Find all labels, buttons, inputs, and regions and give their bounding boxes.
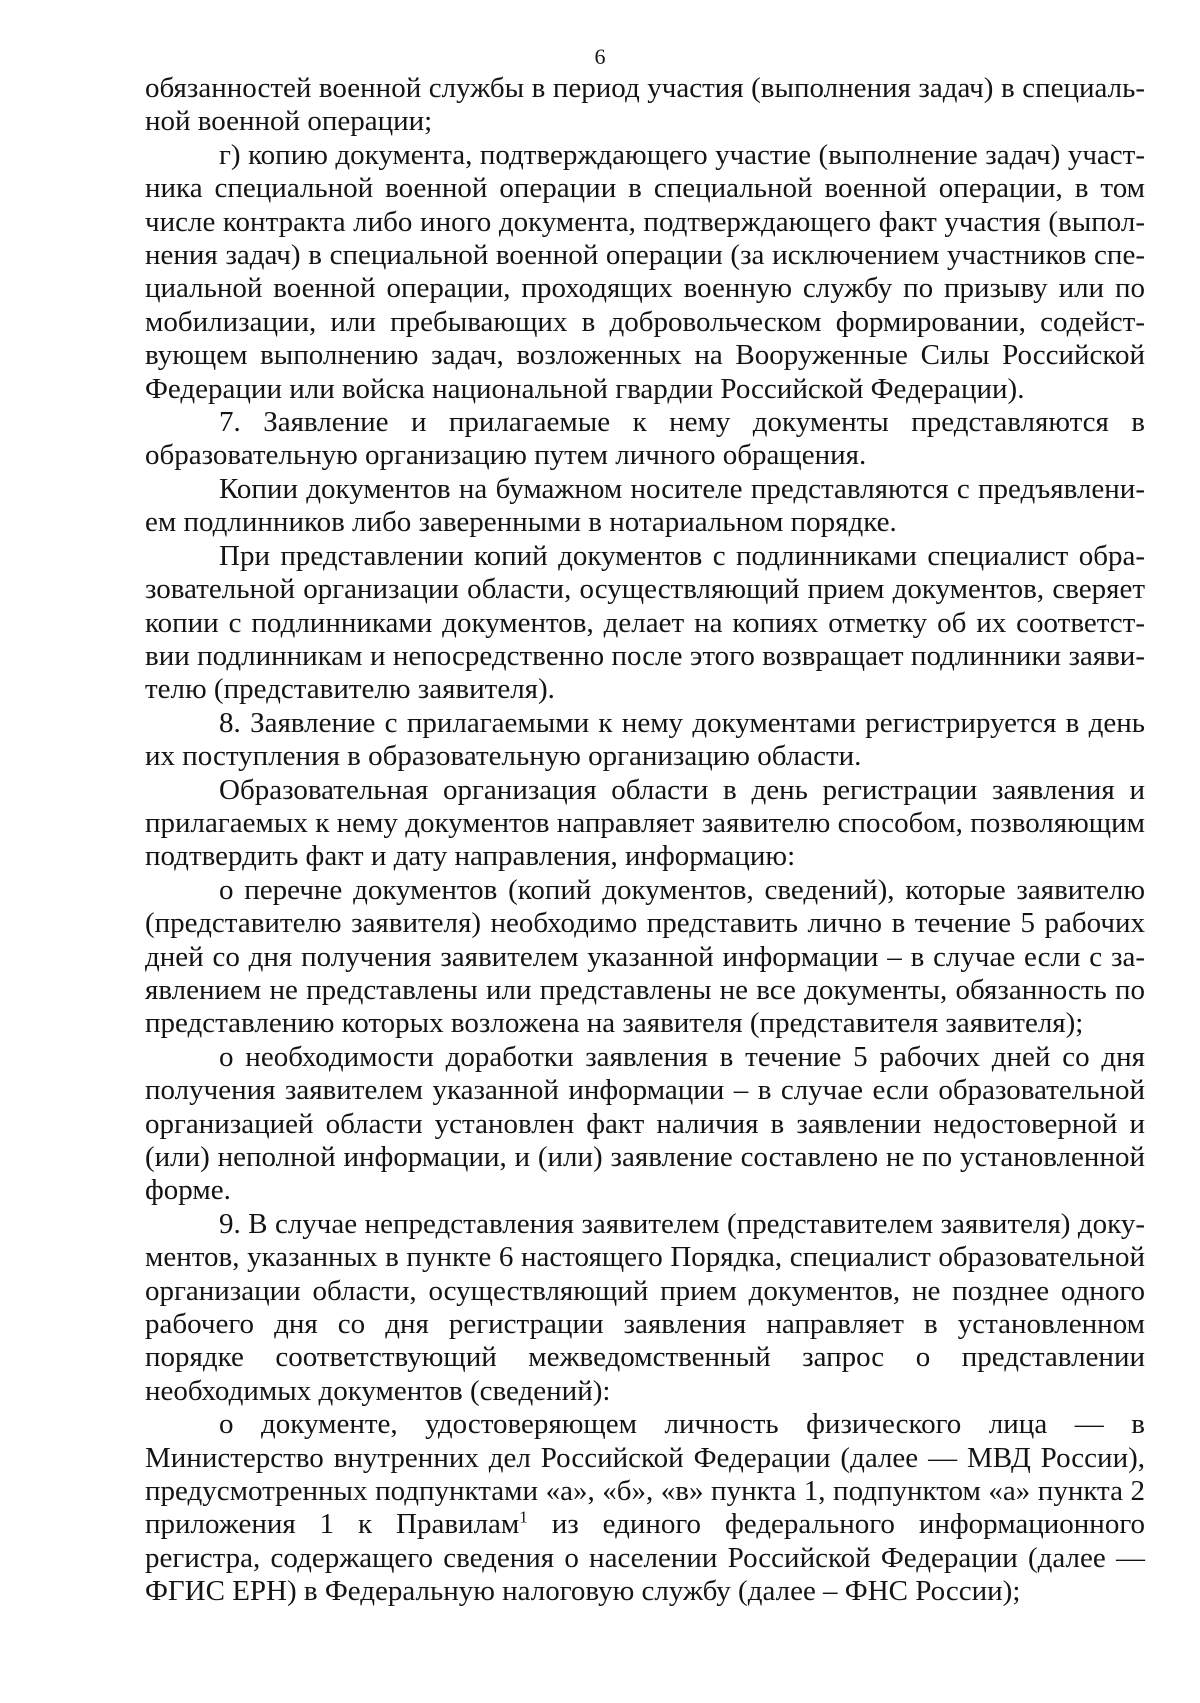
paragraph-revision: о необходимости доработки заявления в течение 5 рабочих дней со дня получения заявителем указанной информации – в случае если образовательной организацией области установлен факт наличия в заявлении недостоверной и (или) неполной информации, и (или) заявление составлено не по установленной форме. <box>145 1040 1145 1207</box>
paragraph-copies: Копии документов на бумажном носителе представляются с предъявлением подлинников либо заверенными в нотариальном порядке. <box>145 472 1145 539</box>
document-body <box>145 72 1145 1609</box>
page-number: 6 <box>594 44 606 69</box>
paragraph-clause-8: 8. Заявление с прилагаемыми к нему документами регистрируется в день их поступления в образовательную организацию области. <box>145 706 1145 773</box>
paragraph-document-list: о перечне документов (копий документов, сведений), которые заявителю (представителю заявителя) необходимо представить лично в течение 5 рабочих дней со дня получения заявителем указанной информации – в случае если с заявлением не представлены или представлены не все документы, обязанность по представлению которых возложена на заявителя (представителя заявителя); <box>145 873 1145 1040</box>
paragraph-text-start: о документе, удостоверяющем личность физического лица — в Министерство внутренних дел Российской Федерации (далее — МВД России), предусмотренных подпунктами «а», «б», «в» пункта 1, подпунктом «а» пункта 2 приложения 1 к Правилам <box>145 1408 1145 1541</box>
paragraph-item-g: г) копию документа, подтверждающего участие (выполнение задач) участника специальной военной операции в специальной военной операции, в том числе контракта либо иного документа, подтверждающего факт участия (выполнения задач) в специальной военной операции (за исключением участников специальной военной операции, проходящих военную службу по призыву или по мобилизации, или пребывающих в добровольческом формировании, содействующем выполнению задач, возложенных на Вооруженные Силы Российской Федерации или войска национальной гвардии Российской Федерации). <box>145 138 1145 405</box>
paragraph-text-end: из единого федерального информационного регистра, содержащего сведения о населении Российской Федерации (далее — ФГИС ЕРН) в Федеральную налоговую службу (далее – ФНС России); <box>145 1508 1145 1608</box>
paragraph-clause-9: 9. В случае непредставления заявителем (представителем заявителя) документов, указанных в пункте 6 настоящего Порядка, специалист образовательной организации области, осуществляющий прием документов, не позднее одного рабочего дня со дня регистрации заявления направляет в установленном порядке соответствующий межведомственный запрос о представлении необходимых документов (сведений): <box>145 1207 1145 1407</box>
paragraph-registration-info: Образовательная организация области в день регистрации заявления и прилагаемых к нему документов направляет заявителю способом, позволяющим подтвердить факт и дату направления, информацию: <box>145 773 1145 873</box>
paragraph-continuation: обязанностей военной службы в период участия (выполнения задач) в специальной военной операции; <box>145 72 1145 138</box>
footnote-marker: 1 <box>519 1507 528 1527</box>
paragraph-verification: При представлении копий документов с подлинниками специалист образовательной организации области, осуществляющий прием документов, сверяет копии с подлинниками документов, делает на копиях отметку об их соответствии подлинникам и непосредственно после этого возвращает подлинники заявителю (представителю заявителя). <box>145 539 1145 706</box>
paragraph-identity-document <box>145 1408 1145 1608</box>
paragraph-clause-7: 7. Заявление и прилагаемые к нему документы представляются в образовательную организацию путем личного обращения. <box>145 406 1145 472</box>
